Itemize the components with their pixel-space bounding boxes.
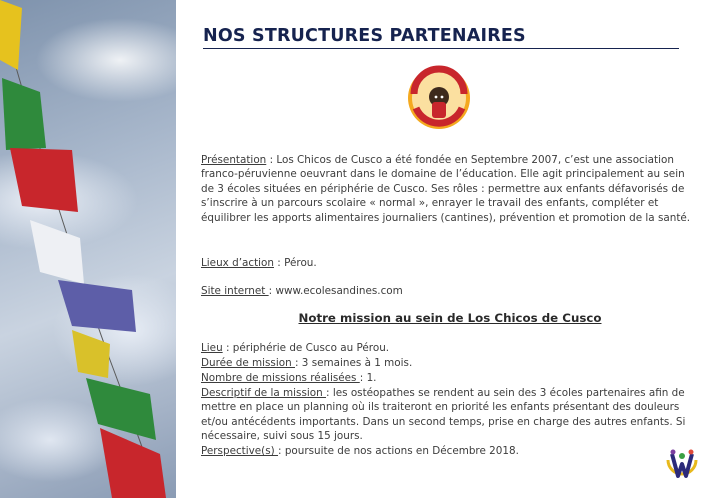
lieux-label: Lieux d’action — [201, 257, 274, 269]
mission-perspective-label: Perspective(s) — [201, 445, 279, 457]
presentation-label: Présentation — [201, 154, 267, 166]
mission-nombre-label: Nombre de missions réalisées — [201, 372, 360, 384]
site-label: Site internet — [201, 285, 269, 297]
mission-heading: Notre mission au sein de Los Chicos de Cusco — [298, 311, 602, 325]
los-chicos-de-cusco-logo — [406, 64, 472, 132]
mission-perspective — [201, 444, 697, 458]
mission-lieu-text: : périphérie de Cusco au Pérou. — [222, 342, 390, 354]
site-internet — [201, 284, 697, 298]
mission-descriptif-label: Descriptif de la mission — [201, 387, 327, 399]
prayer-flags-photo — [0, 0, 176, 498]
mission-nombre-text: : 1. — [359, 372, 377, 384]
lieux-action — [201, 256, 697, 270]
mission-lieu — [201, 341, 697, 355]
lieux-text: : Pérou. — [274, 257, 317, 269]
mission-descriptif-text: : les ostéopathes se rendent au sein des 3 écoles partenaires afin de mettre en place un planning où ils traiteront en priorité les enfants présentant des douleurs et/ou antécédents importants. Dans un second temps, prise en charge des autres enfants. Si nécessaire, suivi sous 15 jours. — [201, 387, 686, 443]
mission-nombre — [201, 371, 697, 385]
organization-logo-icon — [664, 446, 700, 482]
mission-duree-label: Durée de mission — [201, 357, 295, 369]
mission-lieu-label: Lieu — [201, 342, 223, 354]
presentation-paragraph — [201, 153, 697, 225]
page-title: NOS STRUCTURES PARTENAIRES — [203, 26, 526, 46]
mission-duree-text: : 3 semaines à 1 mois. — [294, 357, 413, 369]
mission-descriptif — [201, 386, 697, 444]
mission-duree — [201, 356, 697, 370]
prayer-flags-illustration — [0, 0, 176, 498]
site-text: : www.ecolesandines.com — [268, 285, 403, 297]
mission-perspective-text: : poursuite de nos actions en Décembre 2018. — [278, 445, 519, 457]
title-underline — [203, 48, 679, 49]
presentation-text: : Los Chicos de Cusco a été fondée en Septembre 2007, c’est une association franco-péruvienne oeuvrant dans le domaine de l’éducation. Elle agit principalement au sein de 3 écoles situées en périphérie de Cusco. Ses rôles : permettre aux enfants défavorisés de s’inscrire à un parcours scolaire « normal », enrayer le travail des enfants, compléter et équilibrer les apports alimentaires journaliers (cantines), prévention et promotion de la santé. — [201, 154, 691, 224]
